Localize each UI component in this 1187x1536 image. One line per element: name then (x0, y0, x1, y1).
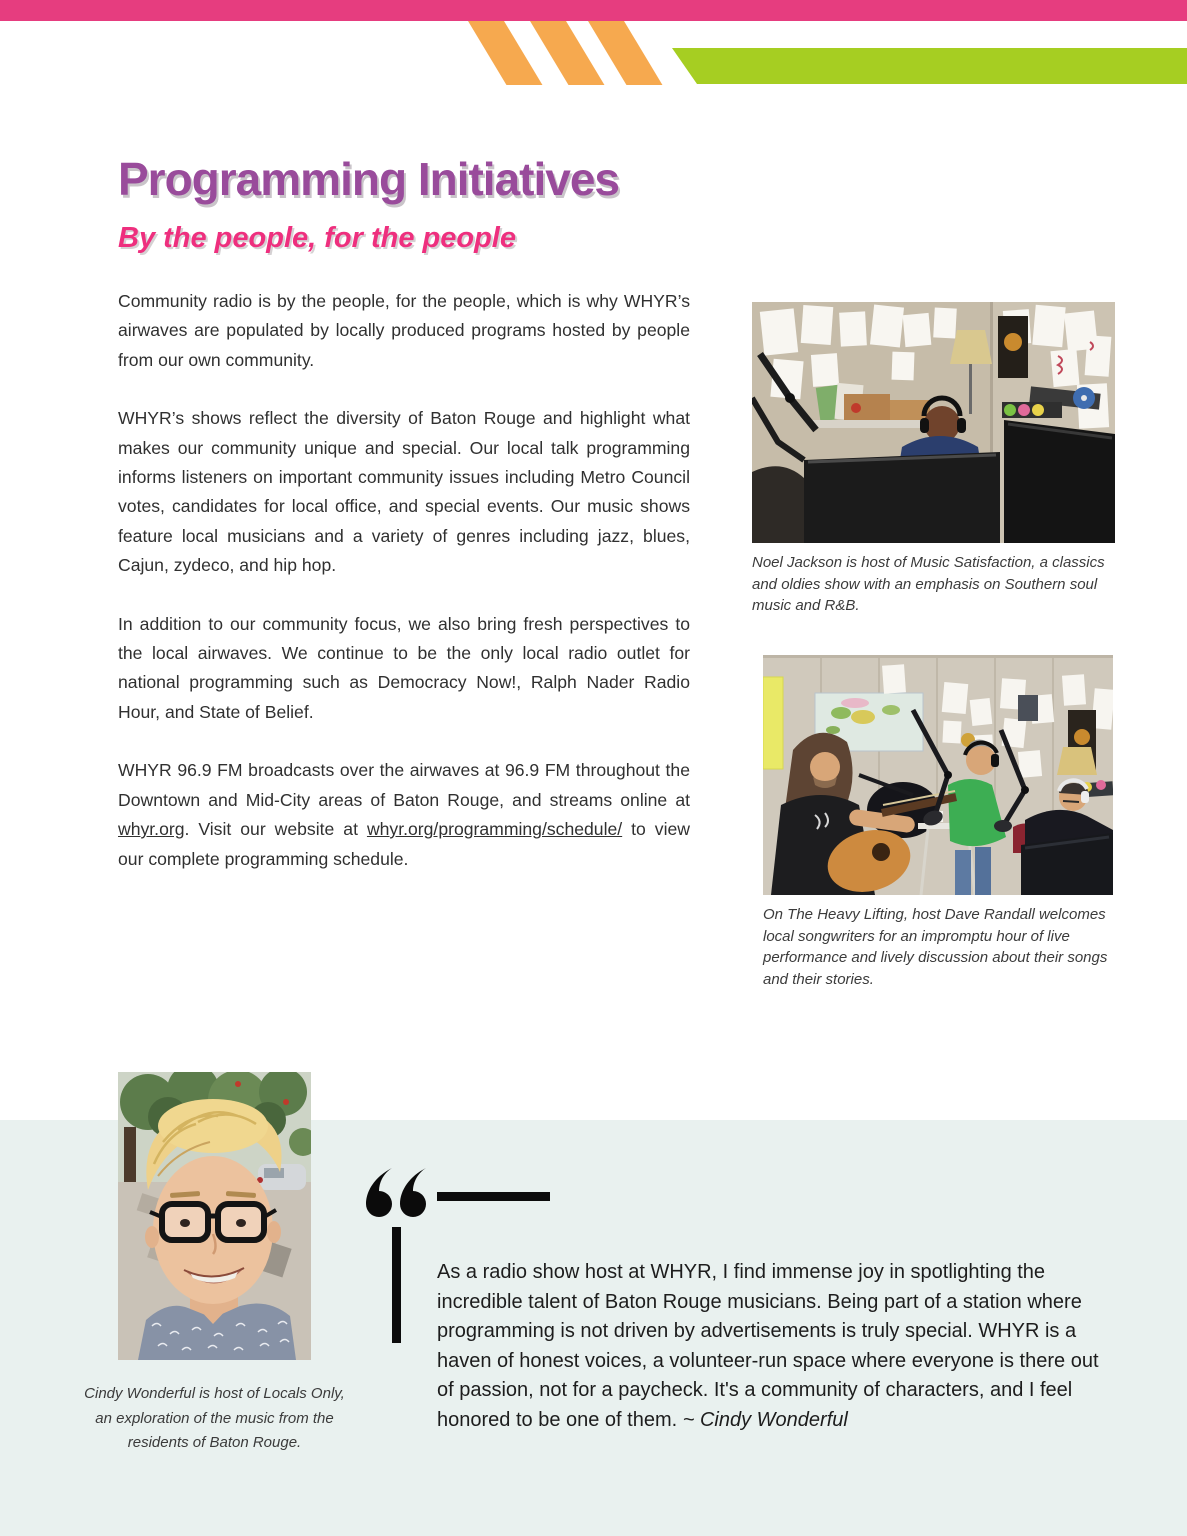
quote-attribution: ~ Cindy Wonderful (682, 1408, 848, 1431)
quote-vertical-rule (392, 1227, 401, 1343)
testimonial-quote (437, 1258, 1117, 1435)
paragraph-3: In addition to our community focus, we also bring fresh perspectives to the local airwaves. We continue to be the only local radio outlet for national programming such as Democracy Now!, Ralph Nader Radio Hour, and State of Belief. (118, 613, 690, 722)
paragraph-2: WHYR’s shows reflect the diversity of Baton Rouge and highlight what makes our community unique and special. Our local talk programming informs listeners on important community issues including Metro Council votes, candidates for local office, and special events. Our music shows feature local musicians and a variety of genres including jazz, blues, Cajun, zydeco, and hip hop. (118, 408, 690, 576)
photo-caption-noel: Noel Jackson is host of Music Satisfaction, a classics and oldies show with an emphasis on Southern soul music and R&B. (752, 554, 1105, 614)
photo-cindy-wonderful (118, 1072, 311, 1360)
figure-heavy-lifting (763, 655, 1113, 990)
figure-cindy-wonderful (84, 1072, 345, 1456)
page-title: Programming Initiatives (118, 153, 620, 205)
figure-noel-jackson (752, 302, 1115, 617)
quote-text: As a radio show host at WHYR, I find immense joy in spotlighting the incredible talent of Baton Rouge musicians. Being part of a station where programming is not driven by advertisements is truly special. WHYR is a haven of honest voices, a volunteer-run space where everyone is there out of passion, not for a paycheck. It's a community of characters, and I feel honored to be one of them. (437, 1261, 1099, 1431)
paragraph-1: Community radio is by the people, for the people, which is why WHYR’s airwaves are populated by locally produced programs hosted by people from our own community. (118, 291, 690, 370)
top-pink-bar (0, 0, 1187, 21)
link-whyr-org[interactable]: whyr.org (118, 819, 185, 840)
quote-mark-icon (366, 1167, 430, 1219)
page-subtitle: By the people, for the people (118, 222, 516, 254)
paragraph-4 (118, 756, 690, 874)
quote-horizontal-rule (437, 1192, 550, 1201)
p4-text-before: WHYR 96.9 FM broadcasts over the airwaves at 96.9 FM throughout the Downtown and Mid-City areas of Baton Rouge, and streams online at (118, 760, 690, 810)
p4-text-mid: . Visit our website at (184, 819, 367, 840)
p4-text-after: to view our complete programming schedule. (118, 819, 690, 869)
photo-caption-dave: On The Heavy Lifting, host Dave Randall welcomes local songwriters for an impromptu hour of live performance and lively discussion about their songs and their stories. (763, 906, 1108, 988)
photo-noel-jackson-studio (752, 302, 1115, 543)
link-whyr-schedule[interactable]: whyr.org/programming/schedule/ (366, 819, 623, 840)
green-accent-bar (672, 48, 1187, 84)
photo-caption-cindy: Cindy Wonderful is host of Locals Only, an exploration of the music from the residents of Baton Rouge. (84, 1385, 345, 1451)
photo-heavy-lifting-studio (763, 655, 1113, 895)
orange-stripe (468, 21, 542, 85)
article-body (118, 287, 690, 903)
